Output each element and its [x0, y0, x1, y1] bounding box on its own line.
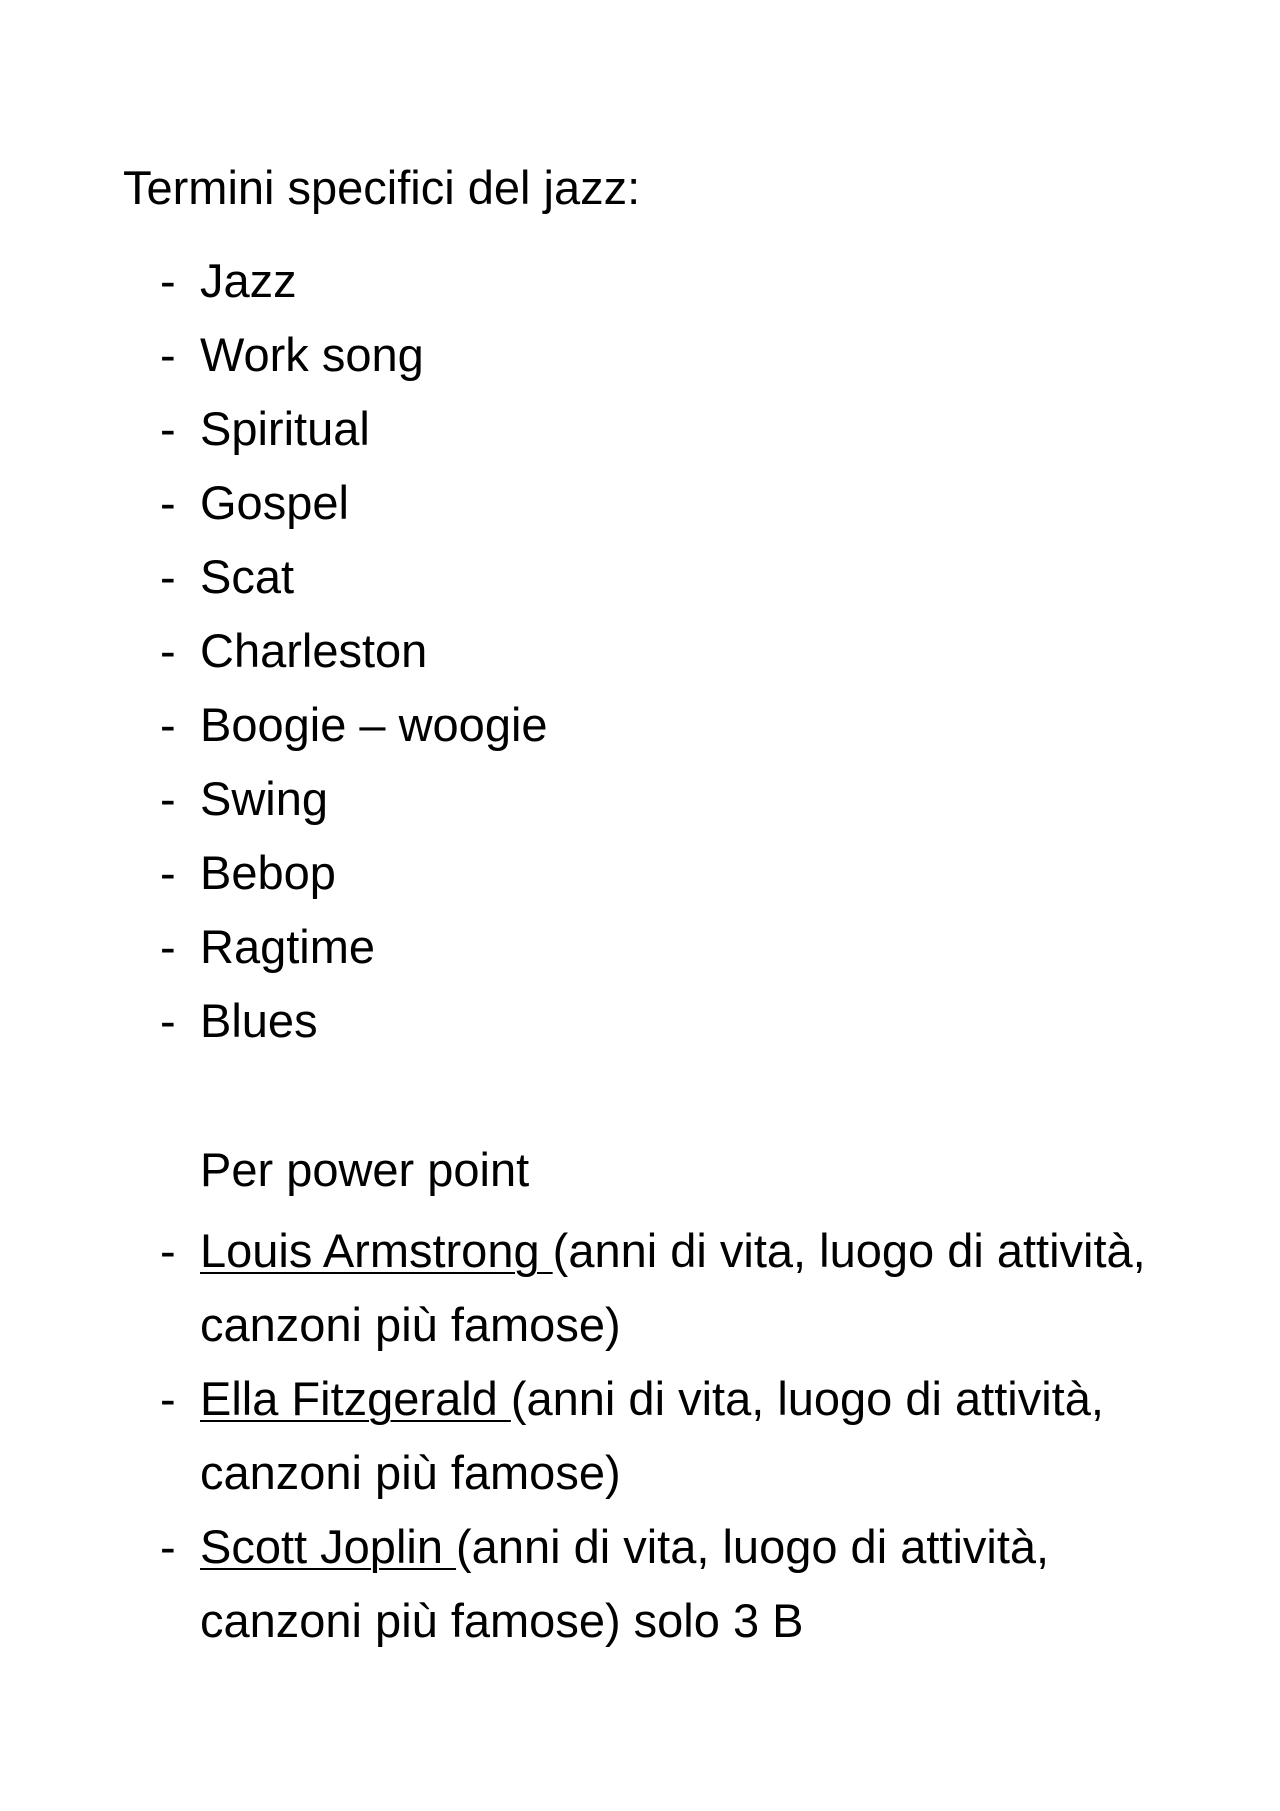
person-name: Scott Joplin — [200, 1520, 457, 1573]
powerpoint-people-list — [160, 1214, 1160, 1658]
list-item — [160, 1510, 1160, 1658]
person-name: Louis Armstrong — [200, 1224, 553, 1277]
term-label: Bebop — [200, 846, 336, 899]
bullet-dash: - — [160, 846, 176, 899]
term-label: Spiritual — [200, 402, 370, 455]
bullet-dash: - — [160, 550, 176, 603]
document-heading: Termini specifici del jazz: — [123, 161, 641, 214]
bullet-dash: - — [160, 772, 176, 825]
term-label: Ragtime — [200, 920, 376, 973]
term-label: Scat — [200, 550, 295, 603]
bullet-dash: - — [160, 624, 176, 677]
list-item — [160, 1214, 1160, 1362]
term-label: Gospel — [200, 476, 349, 529]
person-name: Ella Fitzgerald — [200, 1372, 511, 1425]
term-label: Work song — [200, 328, 424, 381]
bullet-dash: - — [160, 994, 176, 1047]
bullet-dash: - — [160, 1224, 176, 1277]
term-label: Boogie – woogie — [200, 698, 548, 751]
bullet-dash: - — [160, 920, 176, 973]
bullet-dash: - — [160, 476, 176, 529]
bullet-dash: - — [160, 1520, 176, 1573]
term-label: Jazz — [200, 254, 297, 307]
list-item — [160, 1362, 1160, 1510]
term-label: Charleston — [200, 624, 428, 677]
bullet-dash: - — [160, 1372, 176, 1425]
bullet-dash: - — [160, 402, 176, 455]
person-details: (anni di vita, luogo di attività, canzoni più famose) — [200, 1372, 1104, 1499]
person-details: (anni di vita, luogo di attività, canzoni più famose) — [200, 1224, 1146, 1351]
bullet-dash: - — [160, 254, 176, 307]
bullet-dash: - — [160, 328, 176, 381]
powerpoint-section-title: Per power point — [200, 1143, 530, 1196]
term-label: Blues — [200, 994, 318, 1047]
bullet-dash: - — [160, 698, 176, 751]
term-label: Swing — [200, 772, 329, 825]
person-details: (anni di vita, luogo di attività, canzoni più famose) solo 3 B — [200, 1520, 1050, 1647]
